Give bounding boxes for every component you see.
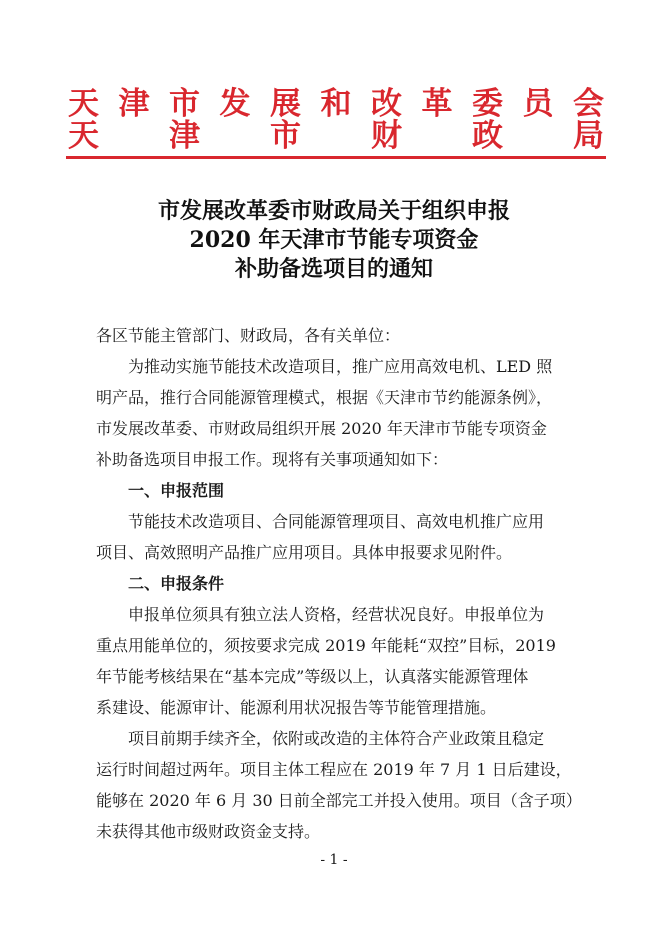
issuer-header-line-1 [68,87,604,121]
header-char: 和 [320,86,352,122]
header-char: 展 [270,86,301,122]
header-char: 政 [472,118,503,154]
section-2-line: 能够在 2020 年 6 月 30 日前全部完工并投入使用。项目（含子项） [96,791,582,810]
section-1-line: 节能技术改造项目、合同能源管理项目、高效电机推广应用 [128,512,545,531]
section-2-heading: 二、申报条件 [128,574,225,593]
red-header-rule [66,156,606,159]
header-char: 津 [169,118,200,154]
header-char: 员 [522,86,554,122]
section-2-line: 年节能考核结果在“基本完成”等级以上，认真落实能源管理体 [96,667,529,686]
intro-line: 补助备选项目申报工作。现将有关事项通知如下： [96,450,449,469]
section-1-line: 项目、高效照明产品推广应用项目。具体申报要求见附件。 [96,543,513,562]
document-title-line-3: 补助备选项目的通知 [234,256,433,282]
section-2-line: 未获得其他市级财政资金支持。 [96,822,321,841]
header-char: 局 [573,118,604,154]
intro-line: 明产品，推行合同能源管理模式，根据《天津市节约能源条例》， [96,388,553,407]
document-title-line-1: 市发展改革委市财政局关于组织申报 [157,198,510,224]
addressee: 各区节能主管部门、财政局，各有关单位： [96,326,401,345]
intro-line: 市发展改革委、市财政局组织开展 2020 年天津市节能专项资金 [96,419,547,438]
header-char: 市 [169,86,200,122]
header-char: 会 [573,86,604,122]
section-2-line: 申报单位须具有独立法人资格，经营状况良好。申报单位为 [128,605,545,624]
intro-line: 为推动实施节能技术改造项目，推广应用高效电机、LED 照 [128,357,553,376]
header-char: 市 [270,118,301,154]
section-2-line: 项目前期手续齐全，依附或改造的主体符合产业政策且稳定 [128,729,545,748]
document-title-line-2: 2020 年天津市节能专项资金 [189,227,479,253]
header-char: 革 [421,86,453,122]
header-char: 改 [371,86,402,122]
header-char: 天 [68,86,99,122]
section-2-line: 系建设、能源审计、能源利用状况报告等节能管理措施。 [96,698,497,717]
header-char: 财 [371,118,402,154]
section-1-heading: 一、申报范围 [128,481,225,500]
header-char: 委 [472,86,503,122]
header-char: 津 [118,86,150,122]
page-number: - 1 - [320,852,348,868]
section-2-line: 运行时间超过两年。项目主体工程应在 2019 年 7 月 1 日后建设， [96,760,572,779]
header-char: 发 [219,86,251,122]
section-2-line: 重点用能单位的，须按要求完成 2019 年能耗“双控”目标，2019 [96,636,556,655]
issuer-header-line-2 [68,119,604,153]
header-char: 天 [68,118,99,154]
